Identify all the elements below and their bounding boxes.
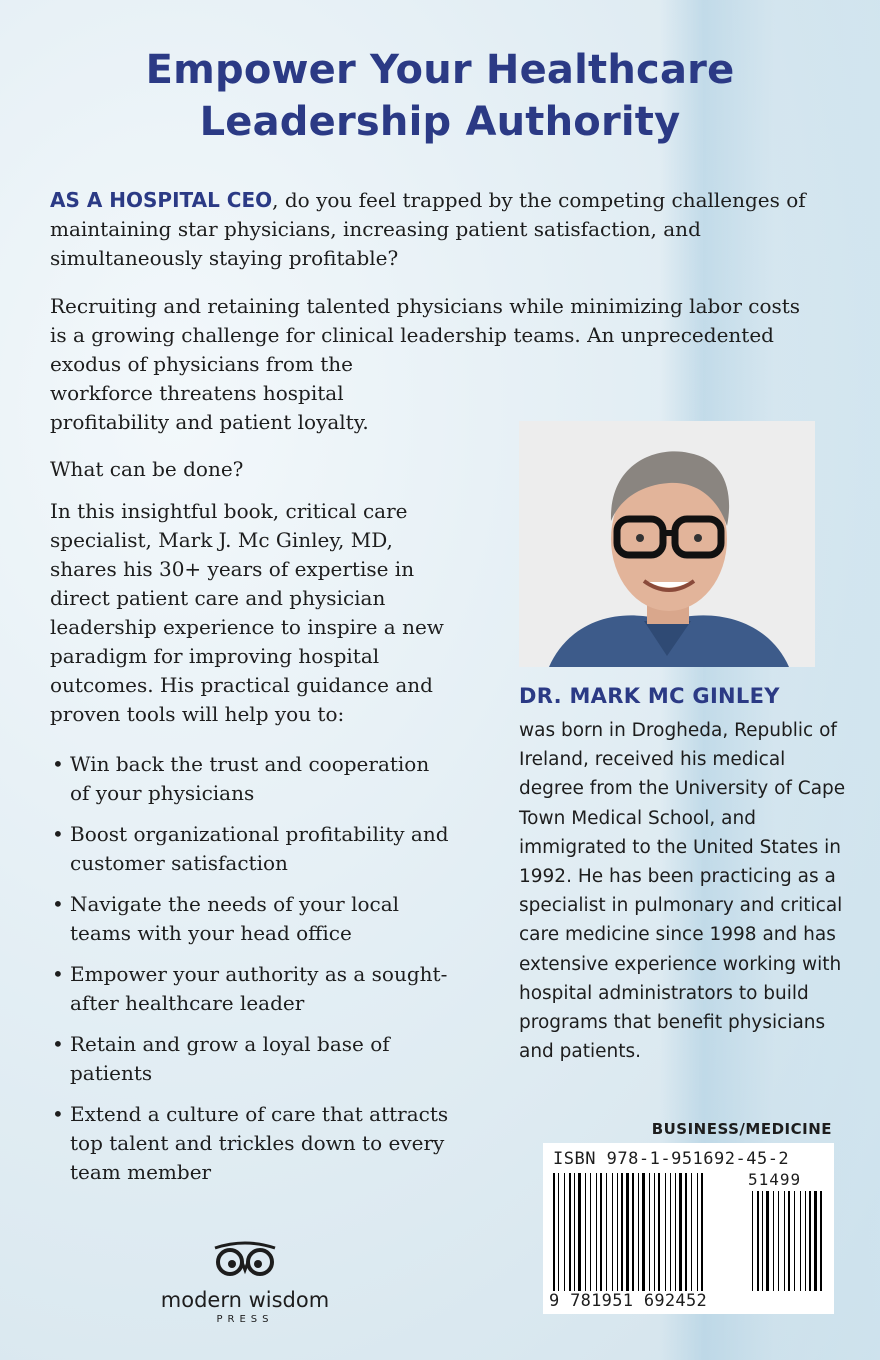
barcode-bar: [564, 1173, 565, 1291]
barcode-bar: [626, 1173, 629, 1291]
isbn-number: ISBN 978-1-951692-45-2: [553, 1149, 790, 1169]
barcode-bar: [578, 1173, 581, 1291]
question-text: What can be done?: [50, 457, 244, 481]
isbn-barcode: [543, 1143, 834, 1314]
book-category: BUSINESS/MEDICINE: [651, 1120, 832, 1138]
bullet-dot: •: [52, 1032, 64, 1056]
bullet-dot: •: [52, 892, 64, 916]
barcode-bar: [558, 1173, 559, 1291]
list-item-text: Win back the trust and cooperation of your physicians: [70, 752, 430, 805]
barcode-bar: [675, 1173, 676, 1291]
intro-text: , do you feel trapped by the competing challenges of maintaining star physicians, increasing patient satisfaction, and simultaneously staying profitable?: [50, 188, 806, 270]
barcode-bar: [658, 1173, 660, 1291]
barcode-bar: [814, 1191, 817, 1291]
book-title: [0, 44, 880, 148]
barcode-bars: [543, 1143, 834, 1314]
publisher-logo: [140, 1240, 350, 1325]
title-line-1: Empower Your Healthcare: [145, 47, 735, 93]
problem-line-3: exodus of physicians from the: [50, 352, 354, 376]
barcode-bar: [642, 1173, 645, 1291]
barcode-bar: [788, 1191, 790, 1291]
benefits-list: [50, 750, 450, 1199]
barcode-bar: [757, 1191, 759, 1291]
barcode-bar: [701, 1173, 703, 1291]
author-portrait-illustration: [519, 421, 815, 667]
problem-paragraph: [50, 292, 840, 437]
barcode-bar: [665, 1173, 666, 1291]
barcode-bar: [784, 1191, 785, 1291]
list-item: [50, 820, 450, 878]
list-item: [50, 960, 450, 1018]
price-code: 51499: [748, 1170, 802, 1189]
problem-line-4: workforce threatens hospital: [50, 381, 344, 405]
list-item-text: Empower your authority as a sought-after healthcare leader: [70, 962, 448, 1015]
barcode-bar: [585, 1173, 586, 1291]
barcode-bar: [685, 1173, 687, 1291]
barcode-bar: [800, 1191, 801, 1291]
barcode-bar: [691, 1173, 692, 1291]
barcode-bar: [805, 1191, 806, 1291]
barcode-bar: [553, 1173, 555, 1291]
barcode-bar: [612, 1173, 613, 1291]
barcode-bar: [617, 1173, 618, 1291]
barcode-bar: [820, 1191, 822, 1291]
list-item-text: Boost organizational profitability and customer satisfaction: [70, 822, 449, 875]
barcode-bar: [590, 1173, 591, 1291]
barcode-bar: [778, 1191, 779, 1291]
barcode-bar: [809, 1191, 811, 1291]
intro-lead: AS A HOSPITAL CEO: [50, 188, 273, 212]
barcode-bar: [794, 1191, 795, 1291]
barcode-bar: [606, 1173, 607, 1291]
list-item: [50, 1100, 450, 1187]
list-item-text: Navigate the needs of your local teams with your head office: [70, 892, 400, 945]
barcode-bar: [762, 1191, 763, 1291]
barcode-bar: [638, 1173, 639, 1291]
list-item-text: Extend a culture of care that attracts top talent and trickles down to every team member: [70, 1102, 449, 1184]
bullet-dot: •: [52, 962, 64, 986]
barcode-bar: [632, 1173, 634, 1291]
problem-line-2: is a growing challenge for clinical leadership teams. An unprecedented: [50, 323, 774, 347]
barcode-bar: [600, 1173, 602, 1291]
barcode-bar: [569, 1173, 571, 1291]
barcode-bar: [621, 1173, 623, 1291]
barcode-bar: [679, 1173, 682, 1291]
list-item: [50, 1030, 450, 1088]
barcode-bar: [773, 1191, 774, 1291]
author-bio: was born in Drogheda, Republic of Ireland, received his medical degree from the University of Cape Town Medical School, and immigrated to the United States in 1992. He has been practicing as a specialist in pulmonary and critical care medicine since 1998 and has extensive experience working with hospital administrators to build programs that benefit physicians and patients.: [519, 720, 846, 1063]
publisher-sub: PRESS: [216, 1314, 274, 1325]
publisher-name: modern wisdom: [160, 1288, 330, 1312]
barcode-bar: [574, 1173, 575, 1291]
barcode-bar: [697, 1173, 698, 1291]
title-line-2: Leadership Authority: [199, 99, 681, 145]
bullet-dot: •: [52, 822, 64, 846]
list-item: [50, 890, 450, 948]
intro-paragraph: [50, 186, 840, 273]
list-item-text: Retain and grow a loyal base of patients: [70, 1032, 390, 1085]
barcode-bar: [654, 1173, 655, 1291]
barcode-bar: [596, 1173, 597, 1291]
author-name: DR. MARK MC GINLEY: [519, 684, 780, 708]
list-item: [50, 750, 450, 808]
problem-line-5: profitability and patient loyalty.: [50, 410, 369, 434]
barcode-bar: [670, 1173, 671, 1291]
problem-line-1: Recruiting and retaining talented physicians while minimizing labor costs: [50, 294, 801, 318]
barcode-bar: [766, 1191, 769, 1291]
bullet-dot: •: [52, 752, 64, 776]
barcode-digits: 9 781951 692452: [549, 1291, 708, 1311]
barcode-bar: [752, 1191, 753, 1291]
book-description: In this insightful book, critical care specialist, Mark J. Mc Ginley, MD, shares his 30+ years of expertise in direct patient care and physician leadership experience to inspire a new paradigm for improving hospital outcomes. His practical guidance and proven tools will help you to:: [50, 499, 444, 726]
author-photo: [519, 421, 815, 667]
barcode-bar: [649, 1173, 650, 1291]
owl-logo-icon: [205, 1240, 285, 1280]
bullet-dot: •: [52, 1102, 64, 1126]
